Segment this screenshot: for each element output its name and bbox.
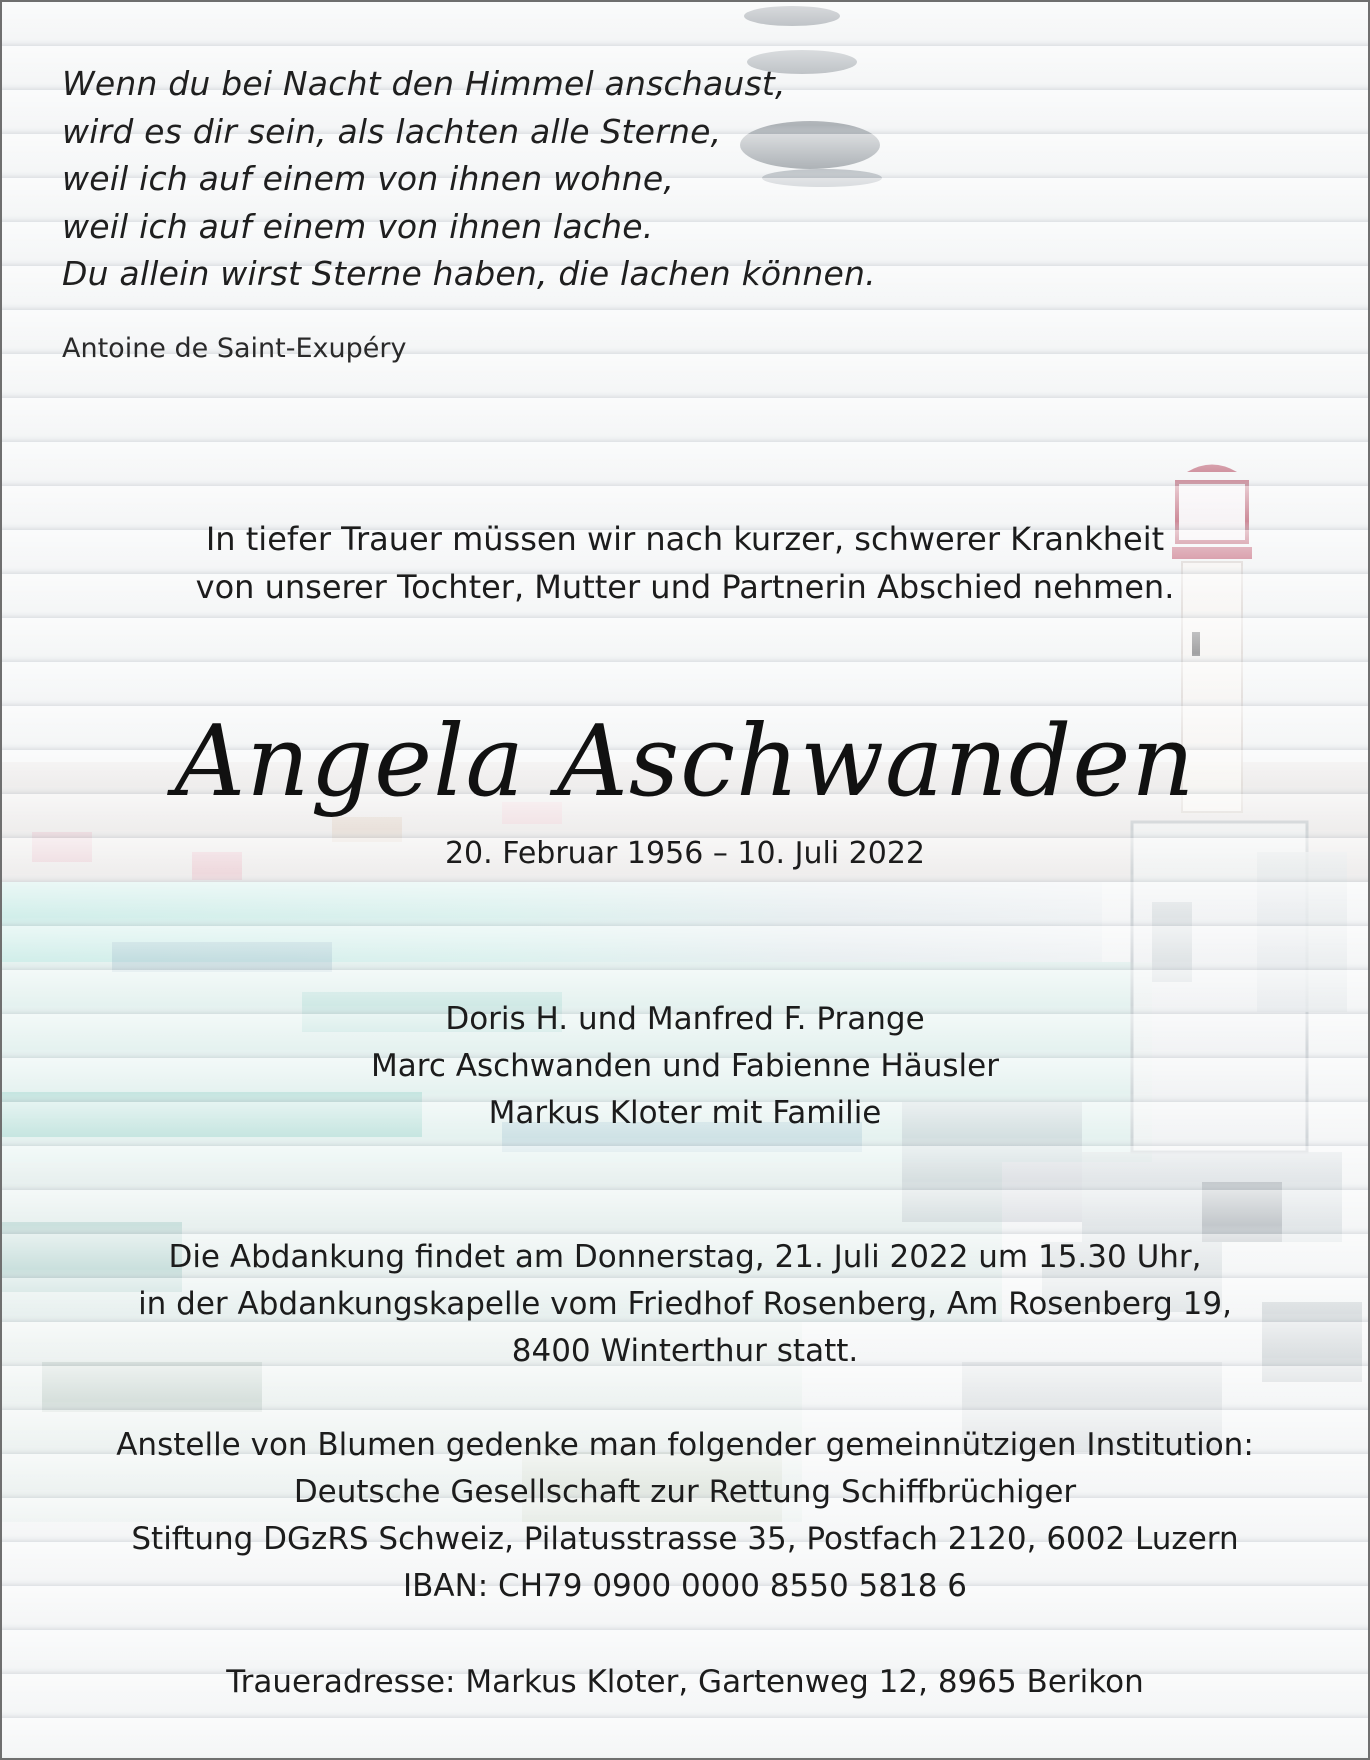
donation-line: Anstelle von Blumen gedenke man folgender gemeinnützigen Institution: (116, 1427, 1254, 1463)
mourner-entry: Markus Kloter mit Familie (488, 1095, 882, 1131)
intro-text (2, 515, 1368, 611)
poem-line: weil ich auf einem von ihnen lache. (62, 206, 654, 246)
mourner-entry: Marc Aschwanden und Fabienne Häusler (371, 1048, 999, 1084)
ceremony-line: 8400 Winterthur statt. (511, 1333, 859, 1369)
ceremony-line: Die Abdankung findet am Donnerstag, 21. Juli 2022 um 15.30 Uhr, (168, 1239, 1202, 1275)
donation-line: Deutsche Gesellschaft zur Rettung Schiffbrüchiger (293, 1474, 1077, 1510)
mourners-list (2, 996, 1368, 1137)
mourner-entry: Doris H. und Manfred F. Prange (445, 1001, 925, 1037)
quote-author: Antoine de Saint-Exupéry (62, 333, 407, 364)
poem-line: Wenn du bei Nacht den Himmel anschaust, (62, 64, 786, 103)
ceremony-info (2, 1234, 1368, 1375)
intro-line: In tiefer Trauer müssen wir nach kurzer, schwerer Krankheit (205, 520, 1165, 558)
poem-line: Du allein wirst Sterne haben, die lachen können. (62, 254, 876, 293)
poem-line: wird es dir sein, als lachten alle Sterne, (62, 111, 722, 151)
ceremony-line: in der Abdankungskapelle vom Friedhof Rosenberg, Am Rosenberg 19, (138, 1286, 1232, 1322)
life-dates: 20. Februar 1956 – 10. Juli 2022 (444, 836, 926, 871)
donation-info (2, 1422, 1368, 1610)
mourning-address: Traueradresse: Markus Kloter, Gartenweg 12, 8965 Berikon (226, 1664, 1144, 1700)
deceased-name: Angela Aschwanden (174, 705, 1196, 819)
poem-quote (62, 60, 962, 298)
poem-line: weil ich auf einem von ihnen wohne, (62, 159, 675, 198)
intro-line: von unserer Tochter, Mutter und Partnerin Abschied nehmen. (195, 568, 1175, 606)
donation-iban: IBAN: CH79 0900 0000 8550 5818 6 (402, 1568, 968, 1604)
donation-line: Stiftung DGzRS Schweiz, Pilatusstrasse 35, Postfach 2120, 6002 Luzern (131, 1521, 1239, 1557)
